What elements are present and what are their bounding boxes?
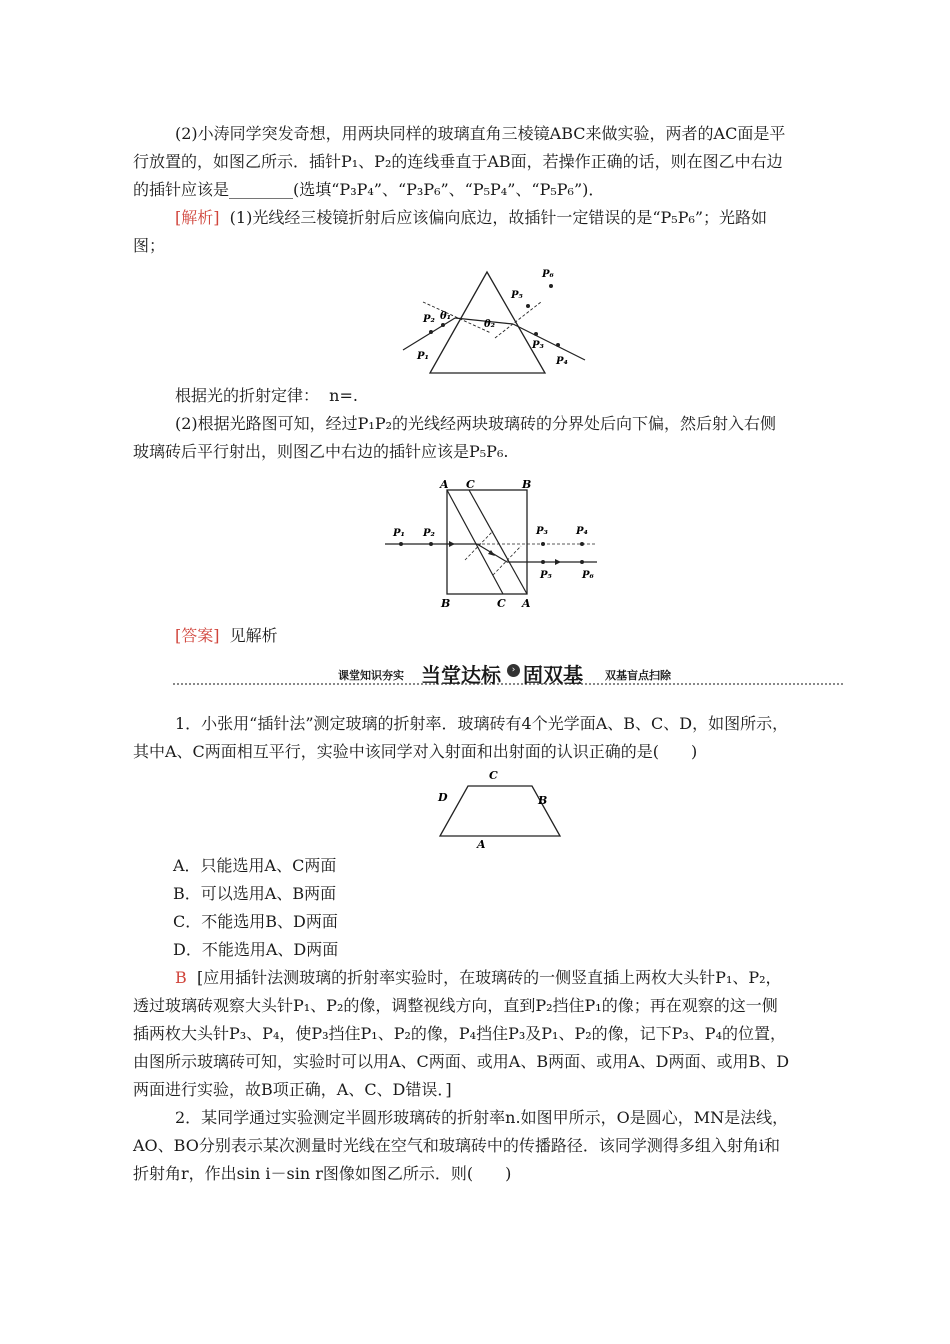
q1-explanation-line5: 两面进行实验，故B项正确，A、C、D错误．] xyxy=(133,1080,452,1099)
pin2-p6: P₆ xyxy=(582,570,594,581)
p4-dot-2 xyxy=(580,542,584,546)
trap-label-a: A xyxy=(477,838,486,850)
pin2-p5: P₅ xyxy=(540,570,552,581)
q2-intro-line2: 行放置的，如图乙所示．插针P₁、P₂的连线垂直于AB面，若操作正确的话，则在图乙中右边 xyxy=(133,152,783,171)
label-bottom-c: C xyxy=(497,597,506,610)
answer-text: 见解析 xyxy=(229,626,278,645)
label-p2: P₂ xyxy=(423,314,435,325)
analysis-line2: 图； xyxy=(133,236,166,255)
banner-center: 当堂达标 xyxy=(421,663,501,687)
label-bottom-a: A xyxy=(522,597,531,610)
q1-option-c[interactable]: C．不能选用B、D两面 xyxy=(173,912,338,931)
label-p3: P₃ xyxy=(532,340,544,351)
pin-p1-dot xyxy=(429,330,433,334)
pin-p4-dot xyxy=(556,343,560,347)
q1-line2: 其中A、C两面相互平行，实验中该同学对入射面和出射面的认识正确的是( ) xyxy=(133,742,698,761)
analysis-line1 xyxy=(175,204,767,232)
normal-dashed-1 xyxy=(465,531,493,560)
trap-label-d: D xyxy=(438,791,448,804)
q2-intro-line3: 的插针应该是________(选填“P₃P₄”、“P₃P₆”、“P₅P₄”、“P₅P₆”)． xyxy=(133,180,605,199)
q1-explanation-line4: 由图所示玻璃砖可知，实验时可以用A、C两面、或用A、B两面、或用A、D两面、或用B、D xyxy=(133,1052,790,1071)
label-theta1: θ₁ xyxy=(440,311,452,322)
label-top-b: B xyxy=(522,478,532,491)
label-theta2: θ₂ xyxy=(484,319,496,330)
emergent-ray xyxy=(513,324,585,360)
q1-exp1: [应用插针法测玻璃的折射率实验时，在玻璃砖的一侧竖直插上两枚大头针P₁、P₂， xyxy=(196,968,782,987)
arrow-1 xyxy=(449,541,455,547)
two-prism-figure xyxy=(383,476,603,610)
p3-dot-2 xyxy=(541,542,545,546)
pin-p5-dot xyxy=(526,304,530,308)
analysis-part2-line1: (2)根据光路图可知，经过P₁P₂的光线经两块玻璃砖的分界处后向下偏，然后射入右侧 xyxy=(175,414,777,433)
banner-arrow-icon: › xyxy=(507,664,520,677)
analysis-tag: [解析] xyxy=(175,208,220,227)
label-top-c: C xyxy=(466,478,475,491)
q2-line1: 2．某同学通过实验测定半圆形玻璃砖的折射率n.如图甲所示，O是圆心，MN是法线， xyxy=(175,1108,789,1127)
trap-label-b: B xyxy=(538,794,548,807)
label-top-a: A xyxy=(440,478,449,491)
label-p4: P₄ xyxy=(556,356,568,367)
q1-line1: 1．小张用“插针法”测定玻璃的折射率．玻璃砖有4个光学面A、B、C、D，如图所示， xyxy=(175,714,789,733)
pin-p2-dot xyxy=(441,323,445,327)
banner-center2: 固双基 xyxy=(523,663,583,687)
trap-label-c: C xyxy=(489,769,498,782)
q2-intro-line1: (2)小涛同学突发奇想，用两块同样的玻璃直角三棱镜ABC来做实验，两者的AC面是平 xyxy=(175,124,786,143)
normal-line-2 xyxy=(495,302,541,338)
analysis-part2-line2: 玻璃砖后平行射出，则图乙中右边的插针应该是P₅P₆. xyxy=(133,442,509,461)
p1-dot-2 xyxy=(399,542,403,546)
answer-tag: [答案] xyxy=(175,626,220,645)
pin2-p2: P₂ xyxy=(423,528,435,539)
q1-explanation-line3: 插两枚大头针P₃、P₄，使P₃挡住P₁、P₂的像，P₄挡住P₃及P₁、P₂的像，记下P₃、P₄的位置， xyxy=(133,1024,786,1043)
label-p6: P₆ xyxy=(542,269,554,280)
q1-explanation-line2: 透过玻璃砖观察大头针P₁、P₂的像，调整视线方向，直到P₂挡住P₁的像；再在观察的这一侧 xyxy=(133,996,778,1015)
q1-explanation-line1 xyxy=(175,964,782,992)
p6-dot-2 xyxy=(580,560,584,564)
q1-option-b[interactable]: B．可以选用A、B两面 xyxy=(173,884,337,903)
banner-right: 双基盲点扫除 xyxy=(605,669,671,682)
label-p1: P₁ xyxy=(417,351,429,362)
hypotenuse-1 xyxy=(447,490,503,594)
refraction-law: 根据光的折射定律： n=. xyxy=(175,386,358,405)
label-p5: P₅ xyxy=(511,290,523,301)
pin-p6-dot xyxy=(549,284,553,288)
normal-dashed-2 xyxy=(493,546,521,575)
pin2-p4: P₄ xyxy=(576,526,588,537)
analysis-text1: (1)光线经三棱镜折射后应该偏向底边，故插针一定错误的是“P₅P₆”；光路如 xyxy=(229,208,768,227)
q1-option-d[interactable]: D．不能选用A、D两面 xyxy=(173,940,339,959)
banner-rule xyxy=(173,683,843,685)
pin2-p1: P₁ xyxy=(393,528,405,539)
banner-left: 课堂知识夯实 xyxy=(338,669,404,682)
q2-line2: AO、BO分别表示某次测量时光线在空气和玻璃砖中的传播路径．该同学测得多组入射角i和 xyxy=(133,1136,780,1155)
pin2-p3: P₃ xyxy=(536,526,548,537)
prism-figure xyxy=(395,262,595,378)
section-banner xyxy=(173,659,843,691)
p5-dot-2 xyxy=(541,560,545,564)
hypotenuse-2 xyxy=(469,490,527,594)
q1-answer-letter: B xyxy=(175,968,187,987)
pin-p3-dot xyxy=(534,332,538,336)
q2-line3: 折射角r，作出sin i－sin r图像如图乙所示．则( ) xyxy=(133,1164,512,1183)
q1-option-a[interactable]: A．只能选用A、C两面 xyxy=(173,856,337,875)
trapezoid-figure xyxy=(430,766,570,850)
p2-dot-2 xyxy=(429,542,433,546)
label-bottom-b: B xyxy=(441,597,451,610)
outer-rectangle xyxy=(447,490,527,594)
arrow-3 xyxy=(555,559,561,565)
answer-line xyxy=(175,622,278,650)
